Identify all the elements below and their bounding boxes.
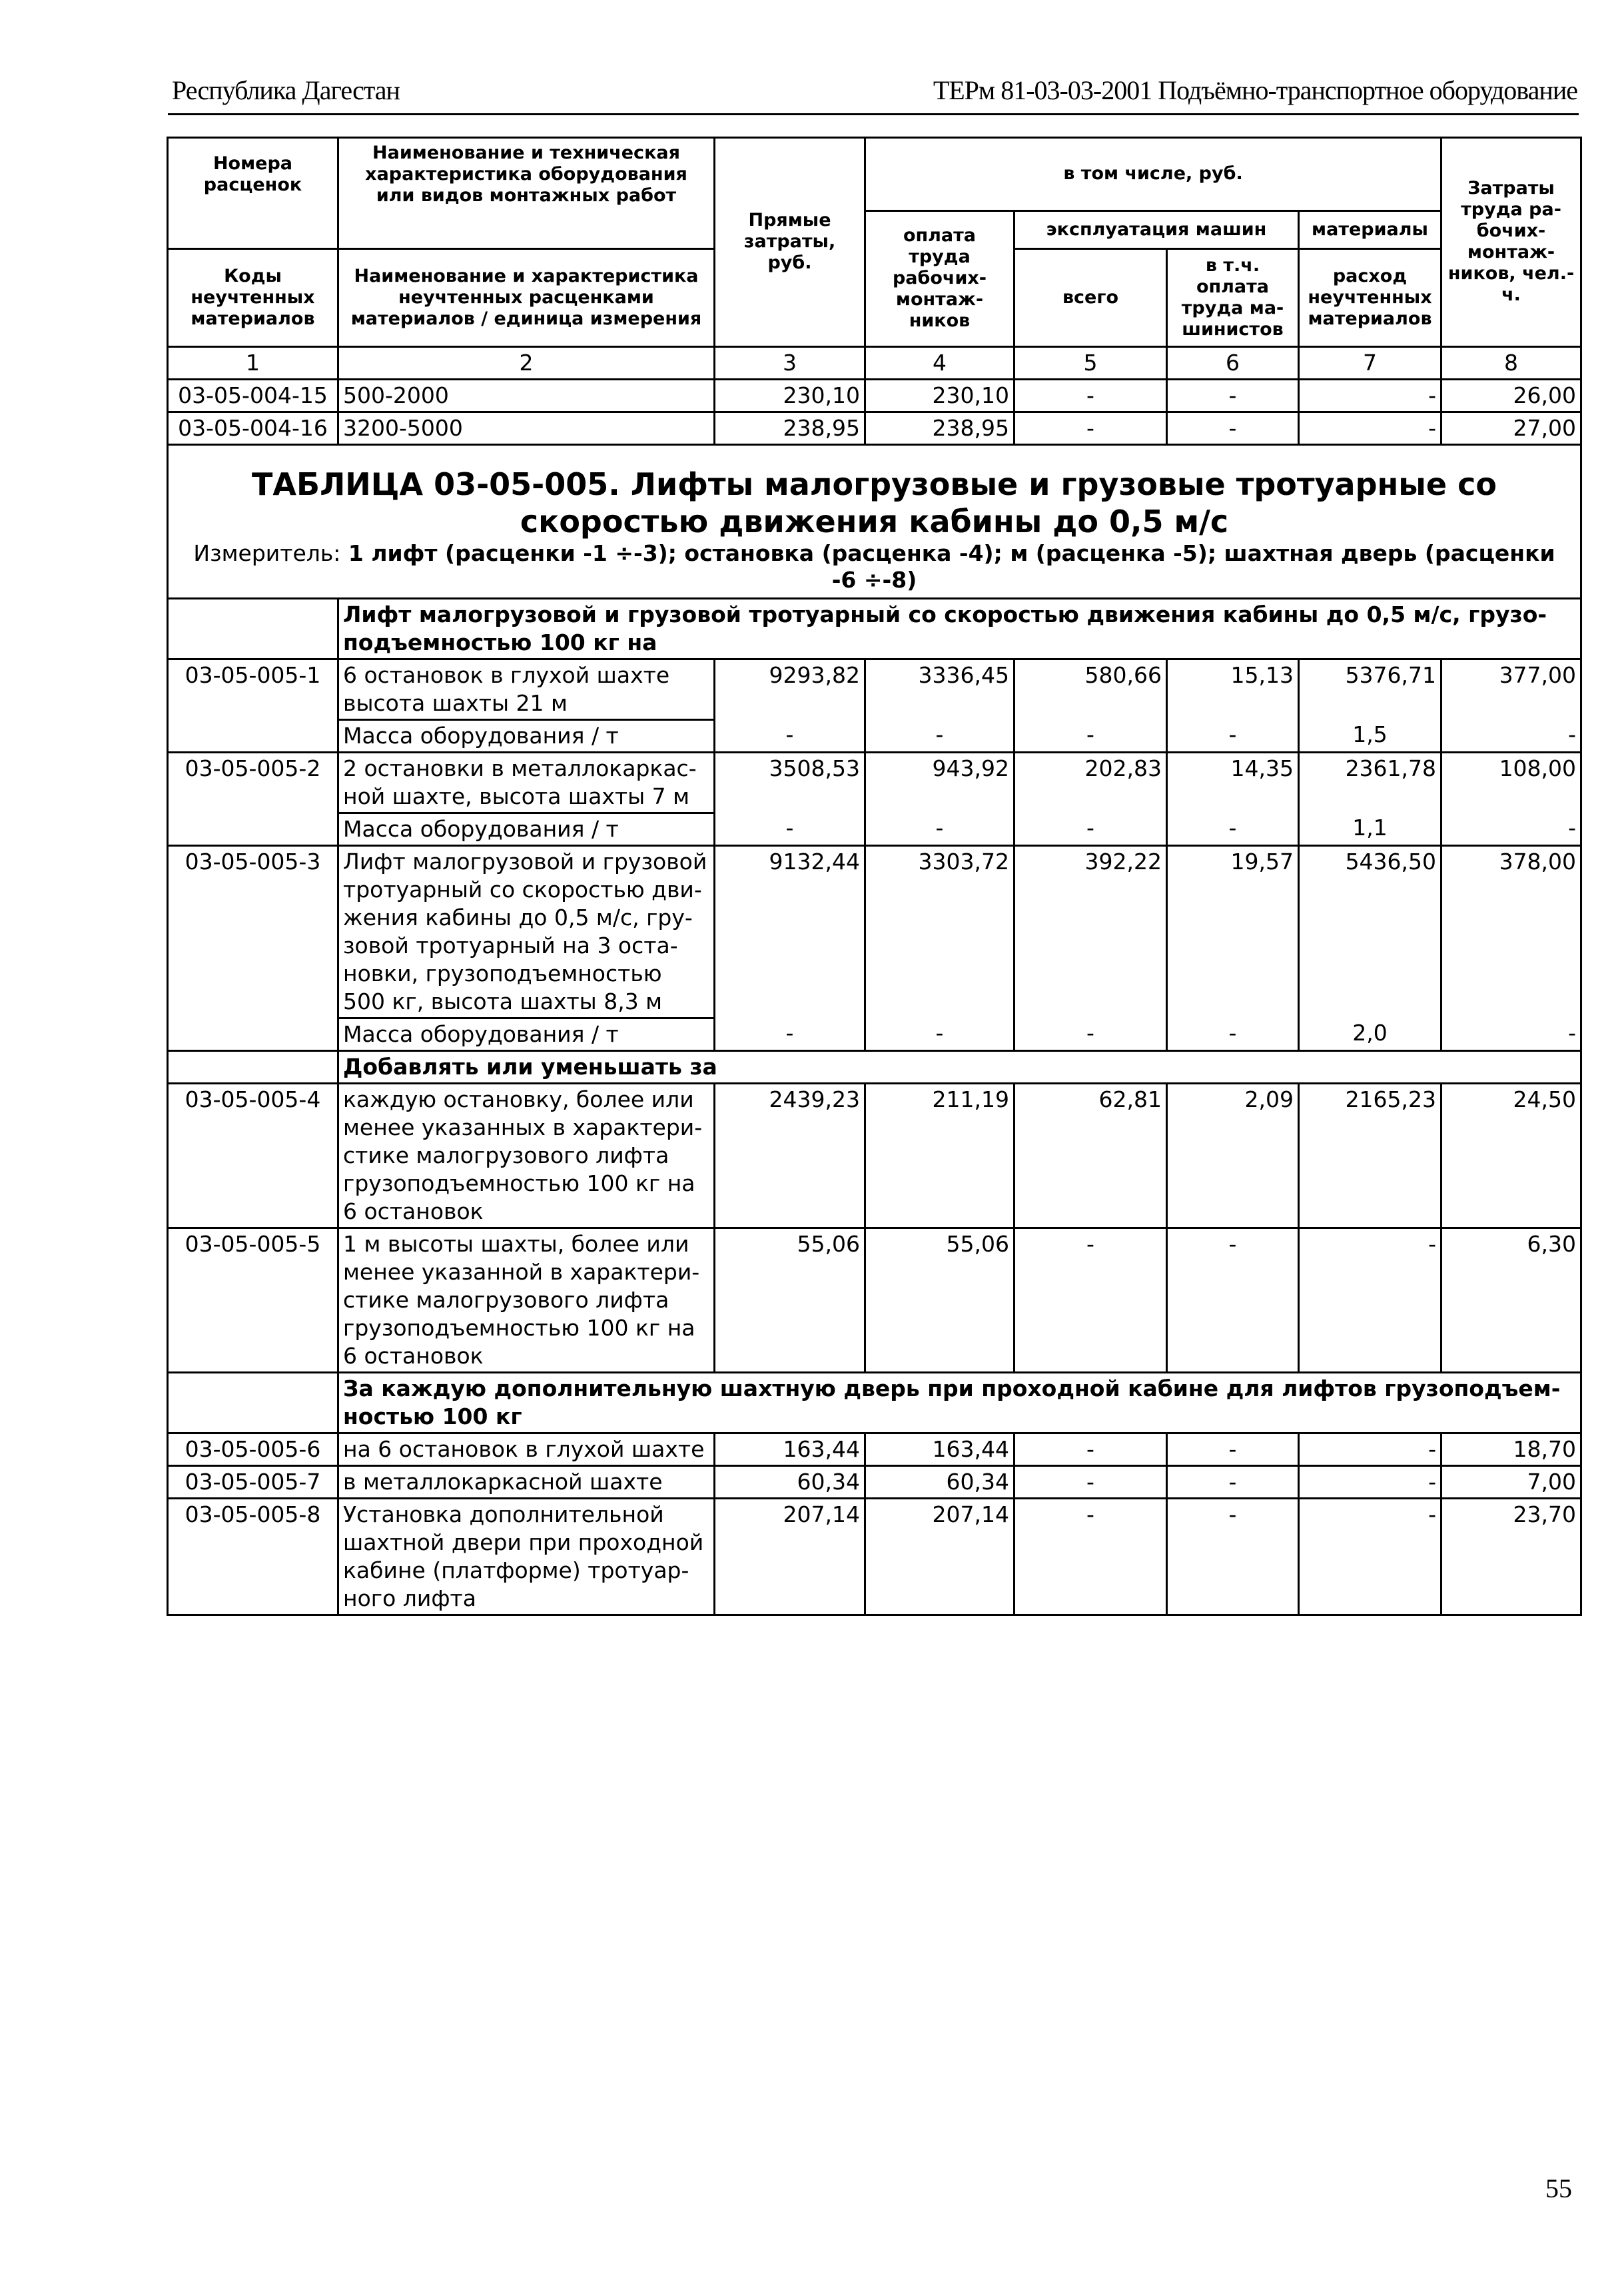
- labor-wages: 230,10: [865, 379, 1015, 412]
- row-code: 03-05-004-15: [168, 379, 338, 412]
- section-row: [168, 1372, 1581, 1433]
- column-number: 4: [865, 346, 1015, 379]
- machines-total: 62,81: [1015, 1083, 1167, 1228]
- row-name: Установка дополнительной шахтной двери при проходной кабине (платформе) тротуар-ного лифта: [338, 1498, 715, 1615]
- labor-wages: 238,95: [865, 412, 1015, 444]
- column-number-row: [168, 346, 1581, 379]
- mass-label: Масса оборудования / т: [338, 1018, 715, 1050]
- labor-wages: 60,34: [865, 1465, 1015, 1498]
- labor-hours: 18,70: [1441, 1433, 1581, 1465]
- row-name: каждую остановку, более или менее указанных в характери-стике малогрузового лифта грузоподъемностью 100 кг на 6 остановок: [338, 1083, 715, 1228]
- mass-row: [168, 813, 1581, 845]
- materials: -: [1299, 1498, 1441, 1615]
- column-number: 5: [1015, 346, 1167, 379]
- row-name: 1 м высоты шахты, более или менее указанной в характери-стике малогрузового лифта грузоподъемностью 100 кг на 6 остановок: [338, 1228, 715, 1372]
- materials: 5376,71: [1299, 659, 1441, 719]
- row-code: 03-05-005-1: [168, 659, 338, 719]
- column-number: 8: [1441, 346, 1581, 379]
- col8-header: Затраты труда ра-бочих-монтаж-ников, чел.-ч.: [1441, 138, 1581, 347]
- machinists-wages: -: [1167, 813, 1299, 845]
- col5-header: всего: [1015, 248, 1167, 346]
- measure-label: Измеритель:: [193, 540, 341, 566]
- direct-costs: 60,34: [715, 1465, 865, 1498]
- header-document-title: ТЕРм 81-03-03-2001 Подъёмно-транспортное оборудование: [933, 75, 1577, 105]
- machines-total: 392,22: [1015, 845, 1167, 1018]
- table-row: [168, 1433, 1581, 1465]
- machines-total: -: [1015, 1228, 1167, 1372]
- direct-costs: -: [715, 719, 865, 752]
- section-heading: За каждую дополнительную шахтную дверь при проходной кабине для лифтов грузоподъем-ностью 100 кг: [338, 1372, 1581, 1433]
- table-row: [168, 845, 1581, 1018]
- machines-total: -: [1015, 1433, 1167, 1465]
- column-number: 7: [1299, 346, 1441, 379]
- col2-header-bottom: Наименование и характеристика неучтенных расценками материалов / единица измерения: [338, 248, 715, 346]
- labor-hours: 378,00: [1441, 845, 1581, 1018]
- row-name: Лифт малогрузовой и грузовой тротуарный со скоростью дви-жения кабины до 0,5 м/с, гру-зовой тротуарный на 3 оста-новки, грузоподъемностью 500 кг, высота шахты 8,3 м: [338, 845, 715, 1018]
- labor-wages: 163,44: [865, 1433, 1015, 1465]
- row-code: 03-05-005-8: [168, 1498, 338, 1615]
- labor-hours: 108,00: [1441, 752, 1581, 813]
- machinists-wages: -: [1167, 1018, 1299, 1050]
- machines-total: -: [1015, 813, 1167, 845]
- machines-total: 580,66: [1015, 659, 1167, 719]
- machinists-wages: 19,57: [1167, 845, 1299, 1018]
- col4-header: оплата труда рабочих-монтаж-ников: [865, 210, 1015, 346]
- section-row: [168, 598, 1581, 659]
- machines-total: 202,83: [1015, 752, 1167, 813]
- materials: -: [1299, 1433, 1441, 1465]
- table-row: [168, 1228, 1581, 1372]
- machinists-wages: 14,35: [1167, 752, 1299, 813]
- labor-hours: 26,00: [1441, 379, 1581, 412]
- machines-total: -: [1015, 1498, 1167, 1615]
- labor-wages: -: [865, 719, 1015, 752]
- materials: -: [1299, 412, 1441, 444]
- machines-total: -: [1015, 1018, 1167, 1050]
- table-row: [168, 1083, 1581, 1228]
- machines-total: -: [1015, 1465, 1167, 1498]
- labor-hours: -: [1441, 1018, 1581, 1050]
- direct-costs: 230,10: [715, 379, 865, 412]
- direct-costs: 2439,23: [715, 1083, 865, 1228]
- col1-header-top: Номера расценок: [168, 138, 338, 211]
- column-header-row-2: [168, 210, 1581, 248]
- direct-costs: 163,44: [715, 1433, 865, 1465]
- machinists-wages: -: [1167, 719, 1299, 752]
- machinists-wages: -: [1167, 1433, 1299, 1465]
- page-number: 55: [1545, 2173, 1572, 2203]
- labor-hours: 24,50: [1441, 1083, 1581, 1228]
- direct-costs: 238,95: [715, 412, 865, 444]
- labor-hours: 27,00: [1441, 412, 1581, 444]
- direct-costs: -: [715, 813, 865, 845]
- direct-costs: 3508,53: [715, 752, 865, 813]
- table-row: [168, 412, 1581, 444]
- machinists-wages: -: [1167, 379, 1299, 412]
- section-row: [168, 1050, 1581, 1083]
- mass-label: Масса оборудования / т: [338, 719, 715, 752]
- row-name: на 6 остановок в глухой шахте: [338, 1433, 715, 1465]
- machinists-wages: 15,13: [1167, 659, 1299, 719]
- labor-hours: -: [1441, 813, 1581, 845]
- materials-header: материалы: [1299, 210, 1441, 248]
- machinists-wages: 2,09: [1167, 1083, 1299, 1228]
- machines-total: -: [1015, 379, 1167, 412]
- machines-total: -: [1015, 412, 1167, 444]
- col7-header: расход неучтенных материалов: [1299, 248, 1441, 346]
- mass-row: [168, 719, 1581, 752]
- materials: 5436,50: [1299, 845, 1441, 1018]
- row-code: 03-05-005-3: [168, 845, 338, 1018]
- direct-costs: 9132,44: [715, 845, 865, 1018]
- row-code: 03-05-005-5: [168, 1228, 338, 1372]
- row-name: в металлокаркасной шахте: [338, 1465, 715, 1498]
- table-title-row: [168, 444, 1581, 598]
- row-code: 03-05-005-2: [168, 752, 338, 813]
- header-rule: [168, 113, 1579, 115]
- group-header: в том числе, руб.: [865, 138, 1441, 211]
- table-row: [168, 752, 1581, 813]
- column-number: 2: [338, 346, 715, 379]
- direct-costs: -: [715, 1018, 865, 1050]
- row-code: 03-05-005-4: [168, 1083, 338, 1228]
- price-table: [167, 137, 1582, 1616]
- col2-header-top: Наименование и техническая характеристика оборудования или видов монтажных работ: [338, 138, 715, 211]
- machinists-wages: -: [1167, 1228, 1299, 1372]
- equipment-mass: 1,1: [1299, 813, 1441, 845]
- equipment-mass: 1,5: [1299, 719, 1441, 752]
- section-heading: Лифт малогрузовой и грузовой тротуарный со скоростью движения кабины до 0,5 м/с, грузо-подъемностью 100 кг на: [338, 598, 1581, 659]
- table-row: [168, 1498, 1581, 1615]
- labor-hours: 377,00: [1441, 659, 1581, 719]
- column-number: 1: [168, 346, 338, 379]
- machinists-wages: -: [1167, 412, 1299, 444]
- header-region: Республика Дагестан: [172, 75, 400, 105]
- machinists-wages: -: [1167, 1465, 1299, 1498]
- col6-header: в т.ч. оплата труда ма-шинистов: [1167, 248, 1299, 346]
- direct-costs: 207,14: [715, 1498, 865, 1615]
- labor-wages: 3336,45: [865, 659, 1015, 719]
- labor-hours: -: [1441, 719, 1581, 752]
- table-row: [168, 1465, 1581, 1498]
- mass-row: [168, 1018, 1581, 1050]
- row-code: 03-05-005-7: [168, 1465, 338, 1498]
- materials: -: [1299, 379, 1441, 412]
- labor-wages: -: [865, 813, 1015, 845]
- materials: -: [1299, 1465, 1441, 1498]
- measure-text: 1 лифт (расценки -1 ÷-3); остановка (расценка -4); м (расценка -5); шахтная дверь (расценки -6 ÷-8): [348, 540, 1555, 593]
- row-name: 500-2000: [338, 379, 715, 412]
- labor-wages: 3303,72: [865, 845, 1015, 1018]
- row-name: 3200-5000: [338, 412, 715, 444]
- table-row: [168, 379, 1581, 412]
- labor-wages: 943,92: [865, 752, 1015, 813]
- materials: 2165,23: [1299, 1083, 1441, 1228]
- labor-hours: 23,70: [1441, 1498, 1581, 1615]
- row-name: 6 остановок в глухой шахте высота шахты 21 м: [338, 659, 715, 719]
- row-code: 03-05-005-6: [168, 1433, 338, 1465]
- machinists-wages: -: [1167, 1498, 1299, 1615]
- table-row: [168, 659, 1581, 719]
- labor-wages: 211,19: [865, 1083, 1015, 1228]
- column-number: 3: [715, 346, 865, 379]
- row-name: 2 остановки в металлокаркас-ной шахте, высота шахты 7 м: [338, 752, 715, 813]
- col3-header: Прямые затраты, руб.: [715, 138, 865, 347]
- measure-line: [182, 540, 1567, 597]
- row-code: 03-05-004-16: [168, 412, 338, 444]
- mass-label: Масса оборудования / т: [338, 813, 715, 845]
- materials: -: [1299, 1228, 1441, 1372]
- labor-wages: 55,06: [865, 1228, 1015, 1372]
- table-title: ТАБЛИЦА 03-05-005. Лифты малогрузовые и грузовые тротуарные со скоростью движения кабины до 0,5 м/с: [252, 466, 1497, 540]
- equipment-mass: 2,0: [1299, 1018, 1441, 1050]
- direct-costs: 55,06: [715, 1228, 865, 1372]
- section-heading: Добавлять или уменьшать за: [338, 1050, 1581, 1083]
- labor-wages: -: [865, 1018, 1015, 1050]
- direct-costs: 9293,82: [715, 659, 865, 719]
- labor-hours: 6,30: [1441, 1228, 1581, 1372]
- machines-total: -: [1015, 719, 1167, 752]
- materials: 2361,78: [1299, 752, 1441, 813]
- column-number: 6: [1167, 346, 1299, 379]
- machines-header: эксплуатация машин: [1015, 210, 1299, 248]
- column-header-row-1: [168, 138, 1581, 211]
- col1-header-bottom: Коды неучтенных материалов: [168, 248, 338, 346]
- labor-wages: 207,14: [865, 1498, 1015, 1615]
- labor-hours: 7,00: [1441, 1465, 1581, 1498]
